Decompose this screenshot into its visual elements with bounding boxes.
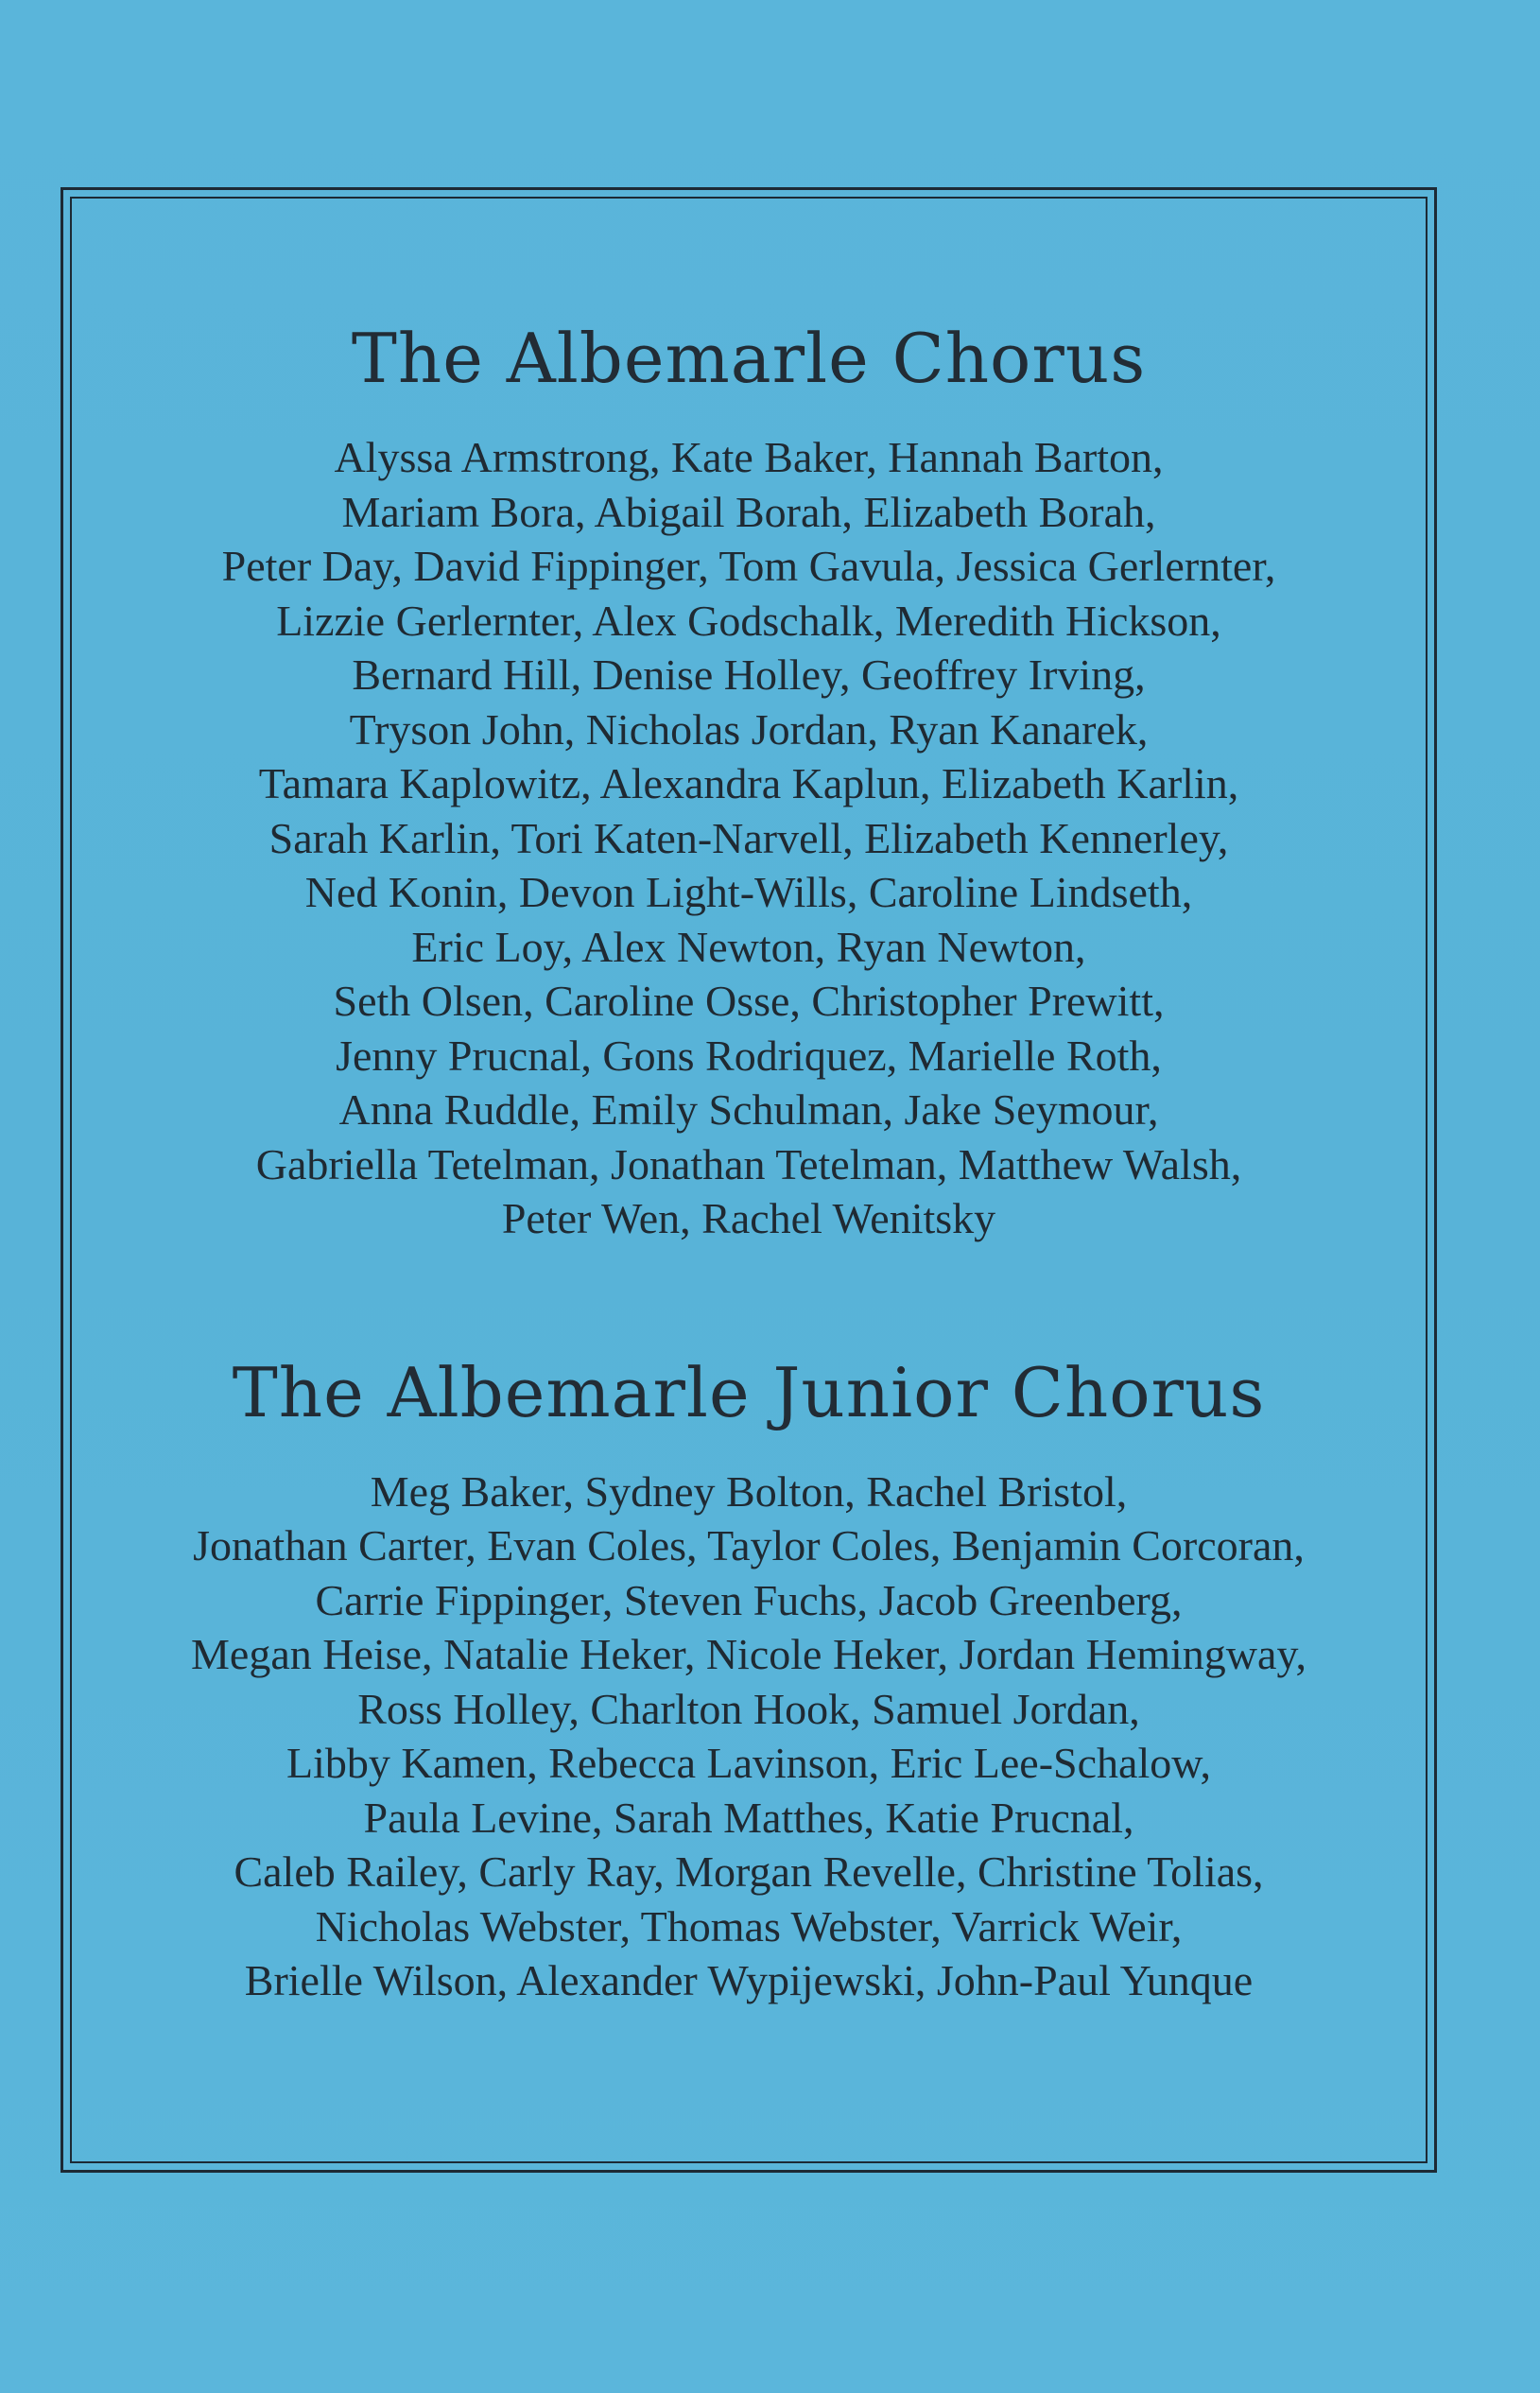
member-line: Gabriella Tetelman, Jonathan Tetelman, Matthew Walsh, [255,1139,1242,1188]
member-line: Anna Ruddle, Emily Schulman, Jake Seymour, [338,1085,1159,1135]
member-line: Bernard Hill, Denise Holley, Geoffrey Irving, [352,650,1146,700]
member-line: Alyssa Armstrong, Kate Baker, Hannah Barton, [334,433,1164,482]
program-content [85,321,1412,2008]
member-line: Megan Heise, Natalie Heker, Nicole Heker, Jordan Hemingway, [191,1630,1306,1679]
member-line: Sarah Karlin, Tori Katen-Narvell, Elizabeth Kennerley, [268,813,1229,862]
section-albemarle-junior-chorus [85,1352,1412,2008]
member-line: Tamara Kaplowitz, Alexandra Kaplun, Elizabeth Karlin, [258,759,1239,808]
member-line: Carrie Fippinger, Steven Fuchs, Jacob Greenberg, [315,1575,1183,1624]
member-line: Libby Kamen, Rebecca Lavinson, Eric Lee-Schalow, [286,1739,1211,1788]
member-line: Peter Wen, Rachel Wenitsky [501,1194,996,1243]
member-line: Lizzie Gerlernter, Alex Godschalk, Meredith Hickson, [276,596,1221,645]
member-line: Nicholas Webster, Thomas Webster, Varrick Weir, [315,1901,1183,1951]
member-line: Tryson John, Nicholas Jordan, Ryan Kanarek, [349,704,1149,754]
member-line: Meg Baker, Sydney Bolton, Rachel Bristol, [370,1466,1128,1516]
member-line: Brielle Wilson, Alexander Wypijewski, John-Paul Yunque [244,1956,1254,2005]
section-title: The Albemarle Chorus [351,319,1147,398]
member-list [85,1465,1412,2008]
member-line: Jonathan Carter, Evan Coles, Taylor Coles, Benjamin Corcoran, [193,1521,1305,1570]
section-title: The Albemarle Junior Chorus [232,1352,1266,1432]
member-line: Mariam Bora, Abigail Borah, Elizabeth Borah, [341,487,1156,536]
member-line: Peter Day, David Fippinger, Tom Gavula, Jessica Gerlernter, [221,542,1276,591]
member-line: Eric Loy, Alex Newton, Ryan Newton, [411,922,1086,971]
member-line: Caleb Railey, Carly Ray, Morgan Revelle, Christine Tolias, [234,1847,1264,1897]
member-line: Seth Olsen, Caroline Osse, Christopher Prewitt, [333,977,1165,1026]
member-list [85,430,1412,1246]
member-line: Jenny Prucnal, Gons Rodriquez, Marielle Roth, [336,1031,1162,1080]
member-line: Paula Levine, Sarah Matthes, Katie Prucnal, [363,1793,1134,1842]
section-albemarle-chorus [85,321,1412,1246]
member-line: Ross Holley, Charlton Hook, Samuel Jordan, [357,1684,1140,1733]
member-line: Ned Konin, Devon Light-Wills, Caroline Lindseth, [304,868,1193,917]
